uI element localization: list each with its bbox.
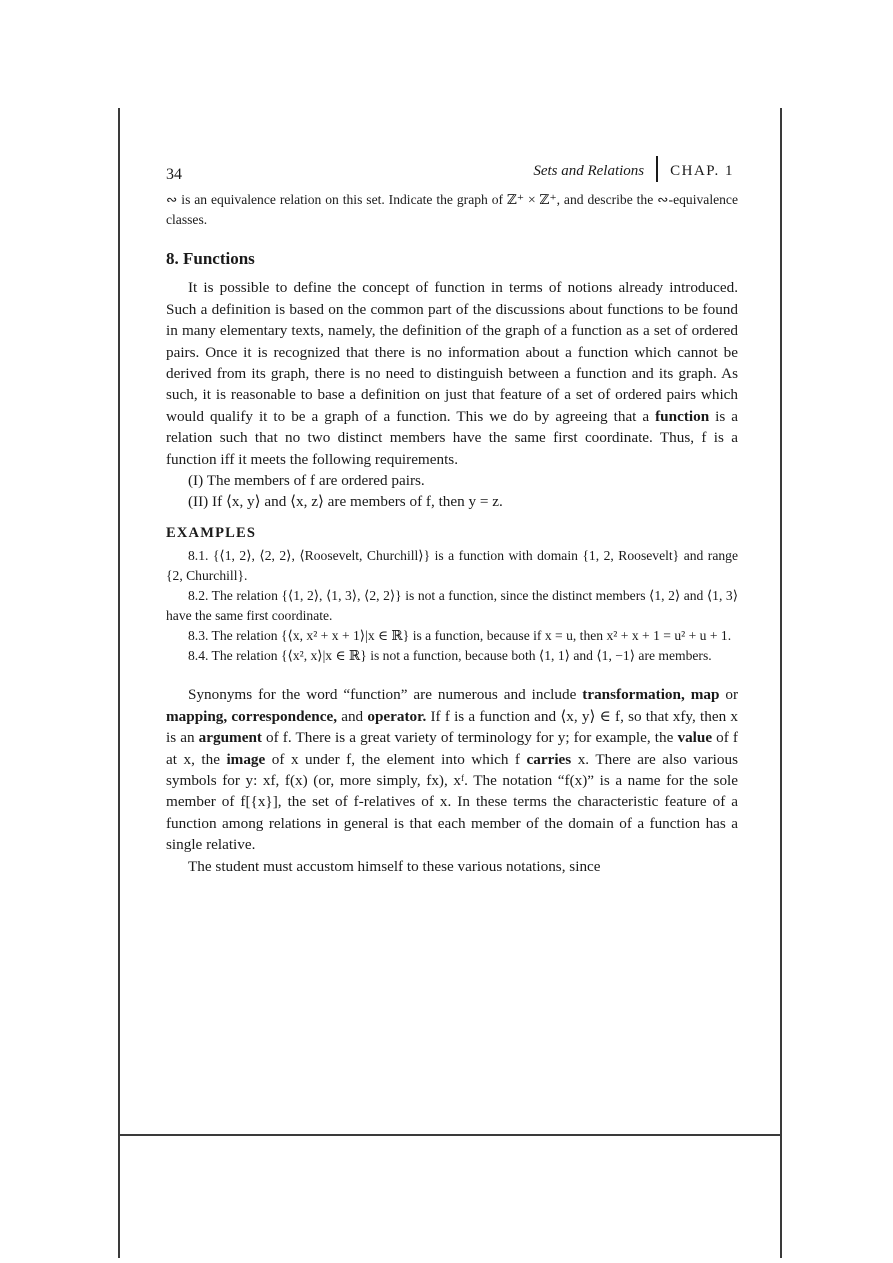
page-number: 34 <box>166 166 182 183</box>
term-function: function <box>655 407 710 425</box>
term-mapping: mapping, correspondence, <box>166 707 337 725</box>
requirement-1: (I) The members of f are ordered pairs. <box>188 472 425 490</box>
term-operator: operator. <box>367 707 427 725</box>
paragraph-text: It is possible to define the concept of function in terms of notions already introduced. Such a definition is based on the common part of the discussions about functions to be found in many elementary texts, namely, the definition of the graph of a function as a set of ordered pairs. Once it is recognized that there is no information about a function which cannot be derived from its graph, there is no need to distinguish between a function and its graph. As such, it is reasonable to base a definition on just that feature of a set of ordered pairs which would qualify it to be a graph of a function. This we do by agreeing that a <box>166 279 738 425</box>
example-8-3: 8.3. The relation {⟨x, x² + x + 1⟩|x ∈ ℝ} is a function, because if x = u, then x² + x + 1 = u² + u + 1. <box>188 628 732 644</box>
example-8-4: 8.4. The relation {⟨x², x⟩|x ∈ ℝ} is not a function, because both ⟨1, 1⟩ and ⟨1, −1⟩ are members. <box>188 648 712 664</box>
paragraph-synonyms <box>166 684 738 855</box>
paragraph-text: of f. There is a great variety of terminology for y; for example, the <box>261 729 678 747</box>
paragraph-text: of x under f, the element into which f <box>265 750 527 768</box>
right-page-border <box>780 108 782 1258</box>
paragraph-text: or <box>719 686 738 704</box>
requirement-2: (II) If ⟨x, y⟩ and ⟨x, z⟩ are members of f, then y = z. <box>188 493 503 511</box>
paragraph-text: Synonyms for the word “function” are numerous and include <box>188 686 583 704</box>
book-page <box>166 150 738 877</box>
term-argument: argument <box>198 729 262 747</box>
term-image: image <box>226 750 266 768</box>
running-title: Sets and Relations <box>533 163 645 179</box>
paragraph-text: and <box>337 707 368 725</box>
paragraph-definition <box>166 277 738 470</box>
term-value: value <box>677 729 713 747</box>
paragraph-text: of f at x, the <box>166 729 738 768</box>
spacer <box>166 666 738 684</box>
term-transformation: transformation, map <box>582 686 720 704</box>
chapter-label: CHAP. 1 <box>670 163 734 179</box>
left-page-border <box>118 108 120 1258</box>
example-8-1: 8.1. {⟨1, 2⟩, ⟨2, 2⟩, ⟨Roosevelt, Churchill⟩} is a function with domain {1, 2, Roosevelt} and range {2, Churchill}. <box>166 548 738 584</box>
header-divider <box>656 156 658 182</box>
example-8-2: 8.2. The relation {⟨1, 2⟩, ⟨1, 3⟩, ⟨2, 2⟩} is not a function, since the distinct members ⟨1, 2⟩ and ⟨1, 3⟩ have the same first coordinate. <box>166 588 738 624</box>
paragraph-text: is a relation such that no two distinct members have the same first coordinate. Thus, f is a function iff it meets the following requirements. <box>166 407 738 468</box>
running-head <box>533 156 734 182</box>
bottom-page-border <box>118 1134 782 1136</box>
page-header <box>166 150 738 190</box>
term-carries: carries <box>526 750 572 768</box>
section-heading: 8. Functions <box>166 249 255 268</box>
examples-heading: EXAMPLES <box>166 524 257 541</box>
examples-list <box>166 546 738 666</box>
paragraph-text: If f is a function and ⟨x, y⟩ ∈ f, so that xfy, then x is an <box>166 707 738 747</box>
intro-text: ∾ is an equivalence relation on this set. Indicate the graph of ℤ⁺ × ℤ⁺, and describe the ∾-equivalence classes. <box>166 192 738 227</box>
paragraph-notations: The student must accustom himself to these various notations, since <box>188 857 601 875</box>
paragraph-text: x. There are also various symbols for y: xf, f(x) (or, more simply, fx), xᶠ. The notation “f(x)” is a name for the sole member of f[{x}], the set of f-relatives of x. In these terms the characteristic feature of a function among relations in general is that each member of the domain of a function has a single relative. <box>166 750 738 854</box>
